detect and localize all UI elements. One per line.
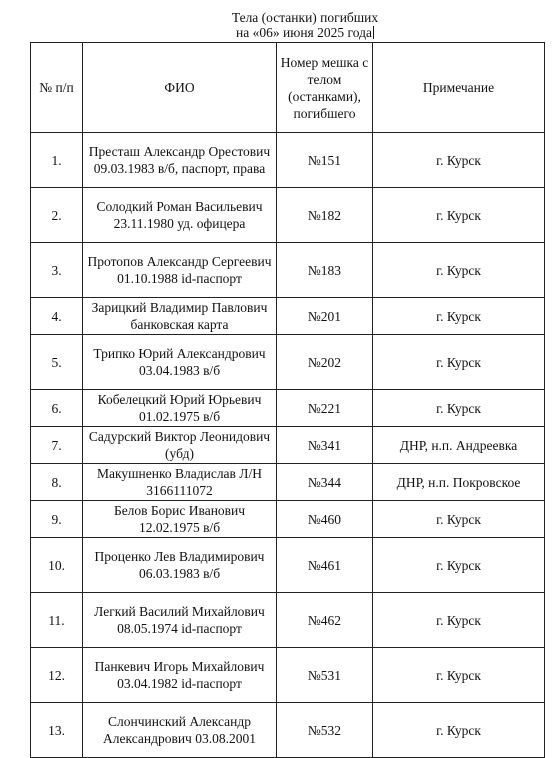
title-line-1: Тела (останки) погибших <box>231 10 379 25</box>
row-number: 13. <box>31 703 83 758</box>
row-number: 8. <box>31 464 83 501</box>
row-name: Трипко Юрий Александрович 03.04.1983 в/б <box>83 335 277 390</box>
row-name: Солодкий Роман Васильевич 23.11.1980 уд. офицера <box>83 188 277 243</box>
row-note: г. Курск <box>373 648 545 703</box>
table-row <box>31 501 545 538</box>
row-number: 11. <box>31 593 83 648</box>
row-number: 2. <box>31 188 83 243</box>
row-bag-number: №532 <box>277 703 373 758</box>
table-row <box>31 703 545 758</box>
row-bag-number: №151 <box>277 133 373 188</box>
table-row <box>31 243 545 298</box>
row-note: ДНР, н.п. Покровское <box>373 464 545 501</box>
table-row <box>31 593 545 648</box>
row-bag-number: №221 <box>277 390 373 427</box>
row-bag-number: №201 <box>277 298 373 335</box>
row-number: 3. <box>31 243 83 298</box>
table-header-row <box>31 43 545 133</box>
table-row <box>31 648 545 703</box>
row-bag-number: №461 <box>277 538 373 593</box>
row-note: г. Курск <box>373 390 545 427</box>
row-number: 12. <box>31 648 83 703</box>
row-bag-number: №183 <box>277 243 373 298</box>
row-name: Кобелецкий Юрий Юрьевич 01.02.1975 в/б <box>83 390 277 427</box>
row-bag-number: №182 <box>277 188 373 243</box>
row-number: 9. <box>31 501 83 538</box>
row-name: Слончинский Александр Александрович 03.08.2001 <box>83 703 277 758</box>
title-line-2-text: на «06» июня 2025 года <box>236 25 372 40</box>
header-num: № п/п <box>31 43 83 133</box>
row-name: Макушненко Владислав Л/Н 3166111072 <box>83 464 277 501</box>
text-cursor <box>373 26 374 39</box>
row-bag-number: №531 <box>277 648 373 703</box>
row-number: 10. <box>31 538 83 593</box>
document-title <box>160 10 450 40</box>
row-name: Легкий Василий Михайлович 08.05.1974 id-паспорт <box>83 593 277 648</box>
header-note: Примечание <box>373 43 545 133</box>
table-row <box>31 335 545 390</box>
row-note: г. Курск <box>373 538 545 593</box>
row-note: ДНР, н.п. Андреевка <box>373 427 545 464</box>
row-name: Проценко Лев Владимирович 06.03.1983 в/б <box>83 538 277 593</box>
row-number: 7. <box>31 427 83 464</box>
table-row <box>31 298 545 335</box>
table-row <box>31 427 545 464</box>
table-row <box>31 464 545 501</box>
row-bag-number: №202 <box>277 335 373 390</box>
row-name: Протопов Александр Сергеевич 01.10.1988 id-паспорт <box>83 243 277 298</box>
row-note: г. Курск <box>373 298 545 335</box>
row-number: 1. <box>31 133 83 188</box>
title-line-2 <box>160 25 450 40</box>
row-note: г. Курск <box>373 593 545 648</box>
table-row <box>31 133 545 188</box>
row-bag-number: №341 <box>277 427 373 464</box>
row-bag-number: №462 <box>277 593 373 648</box>
row-note: г. Курск <box>373 188 545 243</box>
row-note: г. Курск <box>373 335 545 390</box>
row-bag-number: №460 <box>277 501 373 538</box>
row-note: г. Курск <box>373 703 545 758</box>
row-bag-number: №344 <box>277 464 373 501</box>
table-row <box>31 390 545 427</box>
row-number: 5. <box>31 335 83 390</box>
row-number: 4. <box>31 298 83 335</box>
row-name: Престаш Александр Орестович 09.03.1983 в/б, паспорт, права <box>83 133 277 188</box>
table-row <box>31 188 545 243</box>
header-name: ФИО <box>83 43 277 133</box>
row-note: г. Курск <box>373 133 545 188</box>
row-note: г. Курск <box>373 501 545 538</box>
row-number: 6. <box>31 390 83 427</box>
row-note: г. Курск <box>373 243 545 298</box>
row-name: Белов Борис Иванович 12.02.1975 в/б <box>83 501 277 538</box>
row-name: Панкевич Игорь Михайлович 03.04.1982 id-паспорт <box>83 648 277 703</box>
table-row <box>31 538 545 593</box>
row-name: Садурский Виктор Леонидович (убд) <box>83 427 277 464</box>
row-name: Зарицкий Владимир Павлович банковская карта <box>83 298 277 335</box>
header-bag: Номер мешка с телом (останками), погибшего <box>277 43 373 133</box>
remains-table <box>30 42 545 758</box>
